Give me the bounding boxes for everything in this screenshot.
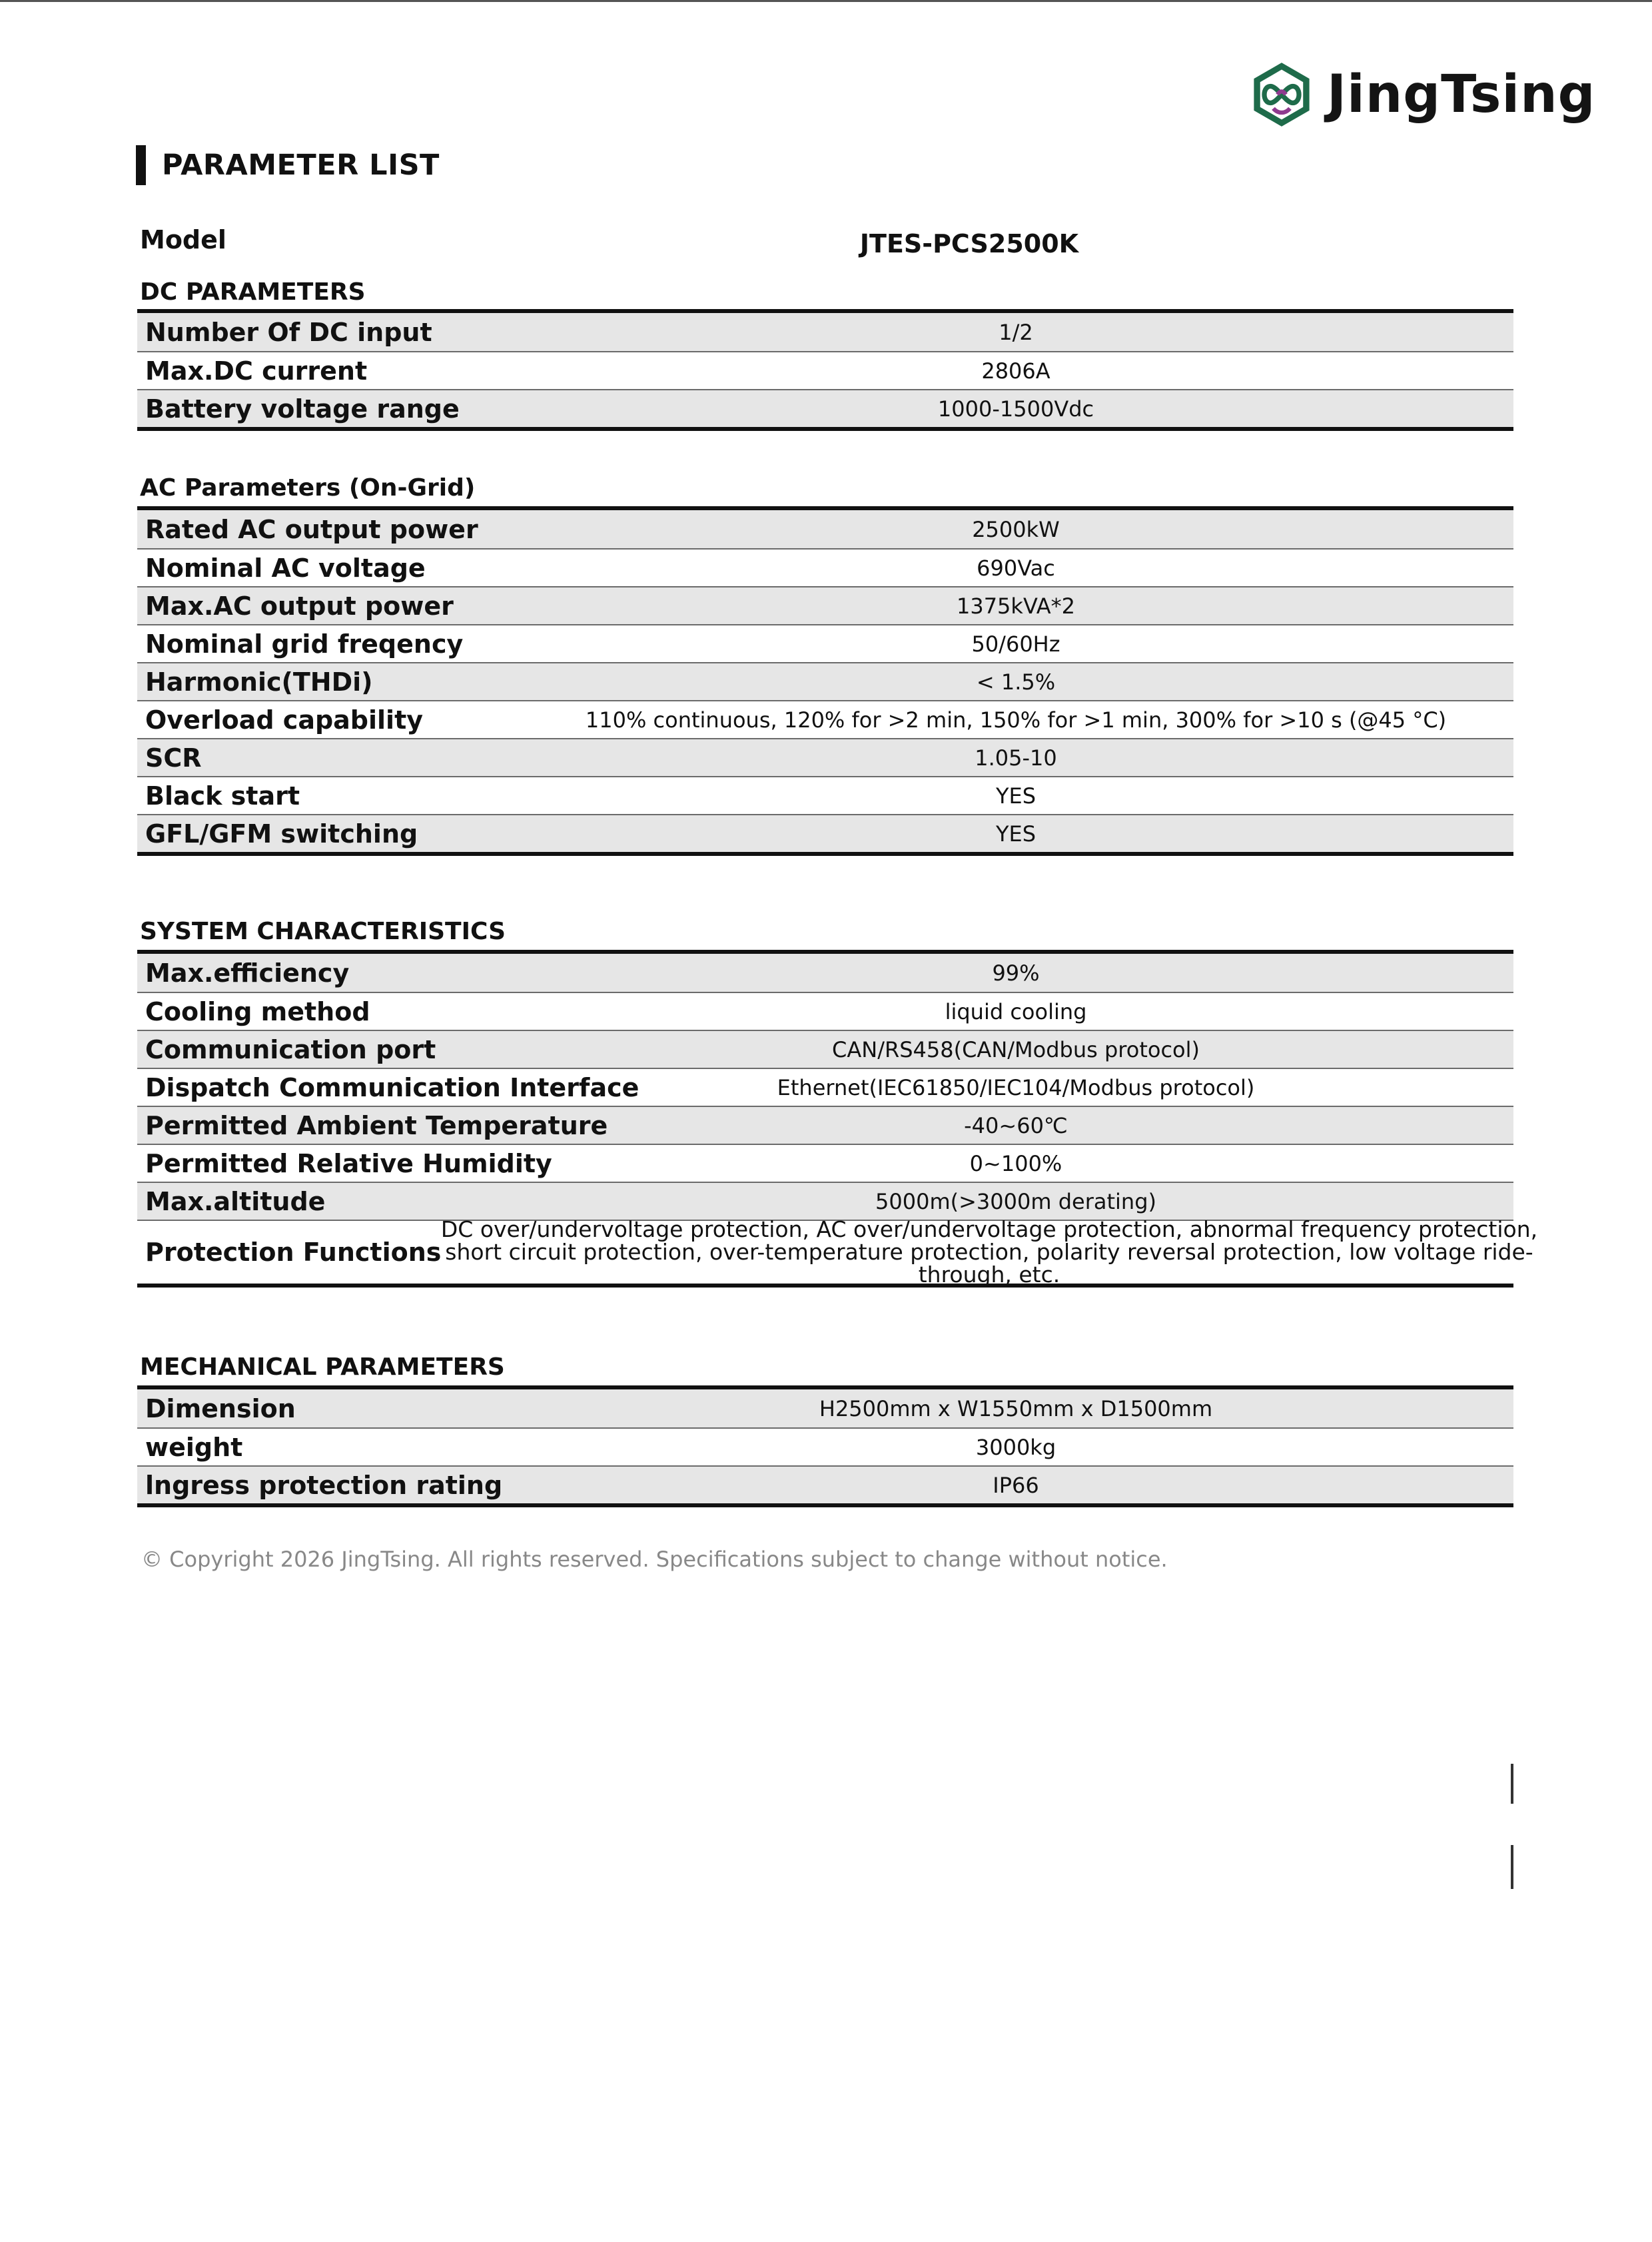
edge-mark [1511,1845,1513,1889]
top-border-line [0,0,1652,2]
row-label: Dispatch Communication Interface [145,1072,639,1102]
table-row [137,700,1513,738]
table-row [137,313,1513,351]
table-row [137,1389,1513,1427]
page-title-text: PARAMETER LIST [162,149,440,182]
table-row [137,992,1513,1030]
row-value: liquid cooling [945,998,1087,1024]
table-row [137,624,1513,662]
row-value: 2500kW [972,516,1060,542]
row-value: 690Vac [977,555,1055,581]
row-value: H2500mm x W1550mm x D1500mm [819,1395,1213,1421]
row-value: 99% [992,960,1040,986]
dc-parameters-table [137,309,1513,431]
table-row [137,1144,1513,1182]
row-value: 2806A [981,358,1050,384]
page-title [136,145,440,185]
table-row [137,776,1513,814]
row-value: 1/2 [999,319,1033,345]
row-label: lngress protection rating [145,1470,503,1500]
row-label: Permitted Ambient Temperature [145,1110,608,1140]
row-value: 50/60Hz [971,631,1060,657]
mechanical-parameters-table [137,1385,1513,1507]
table-row [137,662,1513,700]
table-row [137,351,1513,389]
table-row [137,548,1513,586]
row-label: Battery voltage range [145,394,460,424]
row-label: Rated AC output power [145,514,478,544]
row-value: DC over/undervoltage protection, AC over/undervoltage protection, abnormal frequency protection, short circuit protection, over-temperature protection, polarity reversal protection, low voltage ride-through, etc. [440,1216,1538,1288]
row-value: 1000-1500Vdc [937,396,1094,422]
row-label: Overload capability [145,705,424,735]
row-label: Max.efficiency [145,958,350,988]
model-value: JTES-PCS2500K [859,229,1079,258]
row-label: Max.AC output power [145,591,454,621]
row-value: Ethernet(IEC61850/IEC104/Modbus protocol) [777,1074,1255,1100]
row-value: CAN/RS458(CAN/Modbus protocol) [832,1036,1200,1062]
edge-mark [1511,1764,1513,1804]
row-label: Protection Functions [145,1238,442,1267]
row-value: YES [995,821,1036,847]
row-value: IP66 [993,1472,1039,1498]
table-row [137,389,1513,427]
row-value: 1375kVA*2 [956,593,1076,619]
system-characteristics-table [137,950,1538,1288]
row-label: Cooling method [145,996,370,1026]
section-title-ac: AC Parameters (On-Grid) [140,474,476,502]
copyright-notice: © Copyright 2026 JingTsing. All rights reserved. Specifications subject to change without notice. [141,1547,1168,1572]
row-label: Nominal AC voltage [145,553,426,583]
row-value: 0~100% [969,1150,1062,1176]
table-row [137,954,1513,992]
section-title-mechanical: MECHANICAL PARAMETERS [140,1353,505,1381]
row-label: Max.DC current [145,356,368,386]
section-title-dc: DC PARAMETERS [140,278,366,306]
row-label: GFL/GFM switching [145,819,418,849]
row-value: YES [995,783,1036,809]
model-label: Model [140,225,226,254]
row-label: Permitted Relative Humidity [145,1148,552,1178]
jingtsing-logo-icon [1247,60,1316,129]
brand-name: JingTsing [1327,65,1596,125]
row-label: Max.altitude [145,1186,326,1216]
table-row [137,1068,1513,1106]
table-row [137,738,1513,776]
row-value: 5000m(>3000m derating) [875,1188,1156,1214]
row-value: 1.05-10 [975,745,1057,771]
row-label: Nominal grid freqency [145,629,464,659]
table-row [137,1106,1513,1144]
row-value: 3000kg [975,1434,1056,1460]
row-label: Dimension [145,1393,296,1423]
table-row [137,1216,1538,1288]
row-label: SCR [145,743,202,773]
title-accent-bar [136,145,146,185]
table-row [137,1465,1513,1503]
row-label: Black start [145,781,300,811]
table-row [137,1182,1513,1220]
ac-parameters-table [137,506,1513,856]
table-row [137,1030,1513,1068]
row-label: weight [145,1432,243,1462]
table-row [137,814,1513,852]
row-label: Harmonic(THDi) [145,667,373,697]
table-row [137,586,1513,624]
row-label: Number Of DC input [145,317,432,347]
row-value: 110% continuous, 120% for >2 min, 150% for >1 min, 300% for >10 s (@45 °C) [585,707,1447,733]
table-row [137,510,1513,548]
row-label: Communication port [145,1034,436,1064]
row-value: < 1.5% [976,669,1056,695]
row-value: -40~60℃ [964,1112,1068,1138]
brand-logo [1247,57,1596,132]
table-row [137,1427,1513,1465]
section-title-system: SYSTEM CHARACTERISTICS [140,918,506,945]
